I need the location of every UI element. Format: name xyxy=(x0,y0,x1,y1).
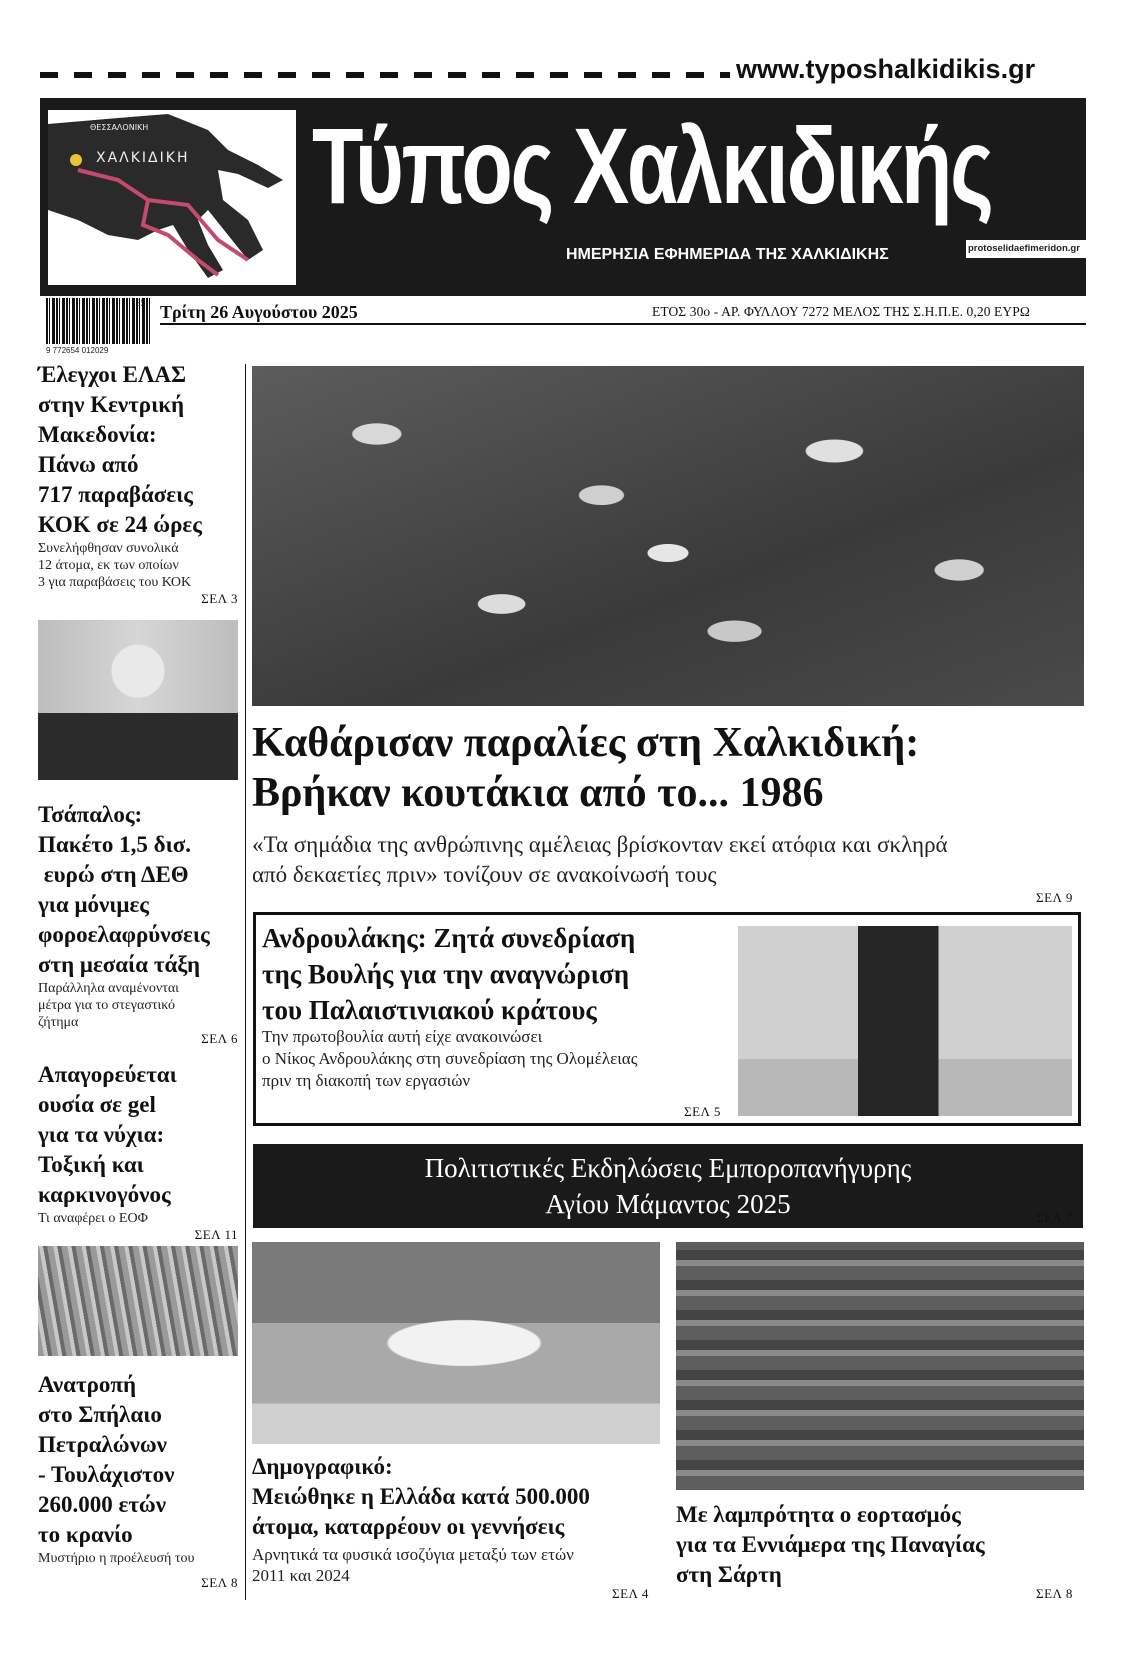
parliament-photo xyxy=(738,926,1072,1116)
box-headline: Ανδρουλάκης: Ζητά συνεδρίαση της Βουλής για την αναγνώριση του Παλαιστινιακού κράτους xyxy=(262,923,636,1025)
left-story-2-headline: Τσάπαλος: Πακέτο 1,5 δισ. ευρώ στη ΔΕΘ για μόνιμες φοροελαφρύνσεις στη μεσαία τάξη xyxy=(38,802,210,977)
barcode-number: 9 772654 012029 xyxy=(46,346,109,355)
issue-info: ΕΤΟΣ 30ο - ΑΡ. ΦΥΛΛΟΥ 7272 ΜΕΛΟΣ ΤΗΣ Σ.Η.Π.Ε. 0,20 ΕΥΡΩ xyxy=(652,304,1030,319)
left-story-4-summary: Μυστήριο η προέλευσή του xyxy=(38,1551,195,1566)
left-story-3-summary: Τι αναφέρει ο ΕΟΦ xyxy=(38,1211,148,1226)
left-story-1-page: ΣΕΛ 3 xyxy=(201,591,238,606)
info-rule xyxy=(160,323,1086,325)
halkidiki-map xyxy=(48,110,296,285)
demographic-headline[interactable]: Δημογραφικό: Μειώθηκε η Ελλάδα κατά 500.000 άτομα, καταρρέουν οι γεννήσεις xyxy=(252,1454,590,1539)
barcode-addon: 35 xyxy=(136,298,145,308)
watermark-credit: protoselidaefimeridon.gr xyxy=(966,240,1090,258)
left-story-2-page: ΣΕΛ 6 xyxy=(201,1031,238,1046)
column-divider xyxy=(245,364,246,1600)
main-headline[interactable]: Καθάρισαν παραλίες στη Χαλκιδική: Βρήκαν κουτάκια από το... 1986 xyxy=(252,720,920,816)
cave-photo xyxy=(38,1246,238,1356)
left-story-4-headline: Ανατροπή στο Σπήλαιο Πετραλώνων - Τουλάχιστον 260.000 ετών το κρανίο xyxy=(38,1372,175,1547)
site-url[interactable]: www.typoshalkidikis.gr xyxy=(736,54,1036,84)
left-story-1-summary: Συνελήφθησαν συνολικά 12 άτομα, εκ των οποίων 3 για παραβάσεις του ΚΟΚ xyxy=(38,541,192,590)
box-summary: Την πρωτοβουλία αυτή είχε ανακοινώσει ο Νίκος Ανδρουλάκης στη συνεδρίαση της Ολομέλειας πριν τη διακοπή των εργασιών xyxy=(262,1027,638,1090)
left-story-3-headline: Απαγορεύεται ουσία σε gel για τα νύχια: Τοξική και καρκινογόνος xyxy=(38,1062,177,1207)
cans-photo xyxy=(252,366,1084,706)
left-story-4-page: ΣΕΛ 8 xyxy=(201,1575,238,1590)
left-story-3[interactable] xyxy=(38,1060,238,1243)
church-photo xyxy=(676,1242,1084,1490)
tsapalos-photo xyxy=(38,620,238,780)
main-summary: «Τα σημάδια της ανθρώπινης αμέλειας βρίσκονταν εκεί ατόφια και σκληρά από δεκαετίες πριν» τονίζουν σε ανακοίνωσή τους xyxy=(252,832,948,887)
newspaper-title: Τύπος Χαλκιδικής xyxy=(312,105,992,226)
main-page: ΣΕΛ 9 xyxy=(1036,890,1073,905)
box-page: ΣΕΛ 5 xyxy=(684,1104,721,1119)
sarti-page: ΣΕΛ 8 xyxy=(1036,1586,1073,1601)
map-label-thessaloniki: ΘΕΣΣΑΛΟΝΙΚΗ xyxy=(90,123,149,132)
sarti-headline[interactable]: Με λαμπρότητα ο εορτασμός για τα Εννιάμερα της Παναγίας στη Σάρτη xyxy=(676,1502,985,1587)
issue-date: Τρίτη 26 Αυγούστου 2025 xyxy=(160,302,358,322)
left-story-1-headline: Έλεγχοι ΕΛΑΣ στην Κεντρική Μακεδονία: Πάνω από 717 παραβάσεις ΚΟΚ σε 24 ώρες xyxy=(38,362,202,537)
demographic-page: ΣΕΛ 4 xyxy=(612,1586,649,1601)
newspaper-subtitle: ΗΜΕΡΗΣΙΑ ΕΦΗΜΕΡΙΔΑ ΤΗΣ ΧΑΛΚΙΔΙΚΗΣ xyxy=(566,246,889,263)
children-photo xyxy=(252,1242,660,1444)
map-label-halkidiki: ΧΑΛΚΙΔΙΚΗ xyxy=(96,150,190,166)
map-graphic xyxy=(48,110,296,285)
festival-banner[interactable]: Πολιτιστικές Εκδηλώσεις Εμποροπανήγυρης Αγίου Μάμαντος 2025 xyxy=(253,1144,1083,1228)
left-story-3-page: ΣΕΛ 11 xyxy=(194,1227,238,1242)
barcode xyxy=(46,298,150,344)
left-story-2[interactable] xyxy=(38,800,238,1047)
left-story-1[interactable] xyxy=(38,360,238,607)
demographic-summary: Αρνητικά τα φυσικά ισοζύγια μεταξύ των ετών 2011 και 2024 xyxy=(252,1545,574,1585)
banner-page: ΣΕΛ 7 xyxy=(1036,1210,1073,1225)
left-story-4[interactable] xyxy=(38,1370,238,1591)
left-story-2-summary: Παράλληλα αναμένονται μέτρα για το στεγαστικό ζήτημα xyxy=(38,981,179,1030)
top-dashed-rule xyxy=(40,72,730,78)
